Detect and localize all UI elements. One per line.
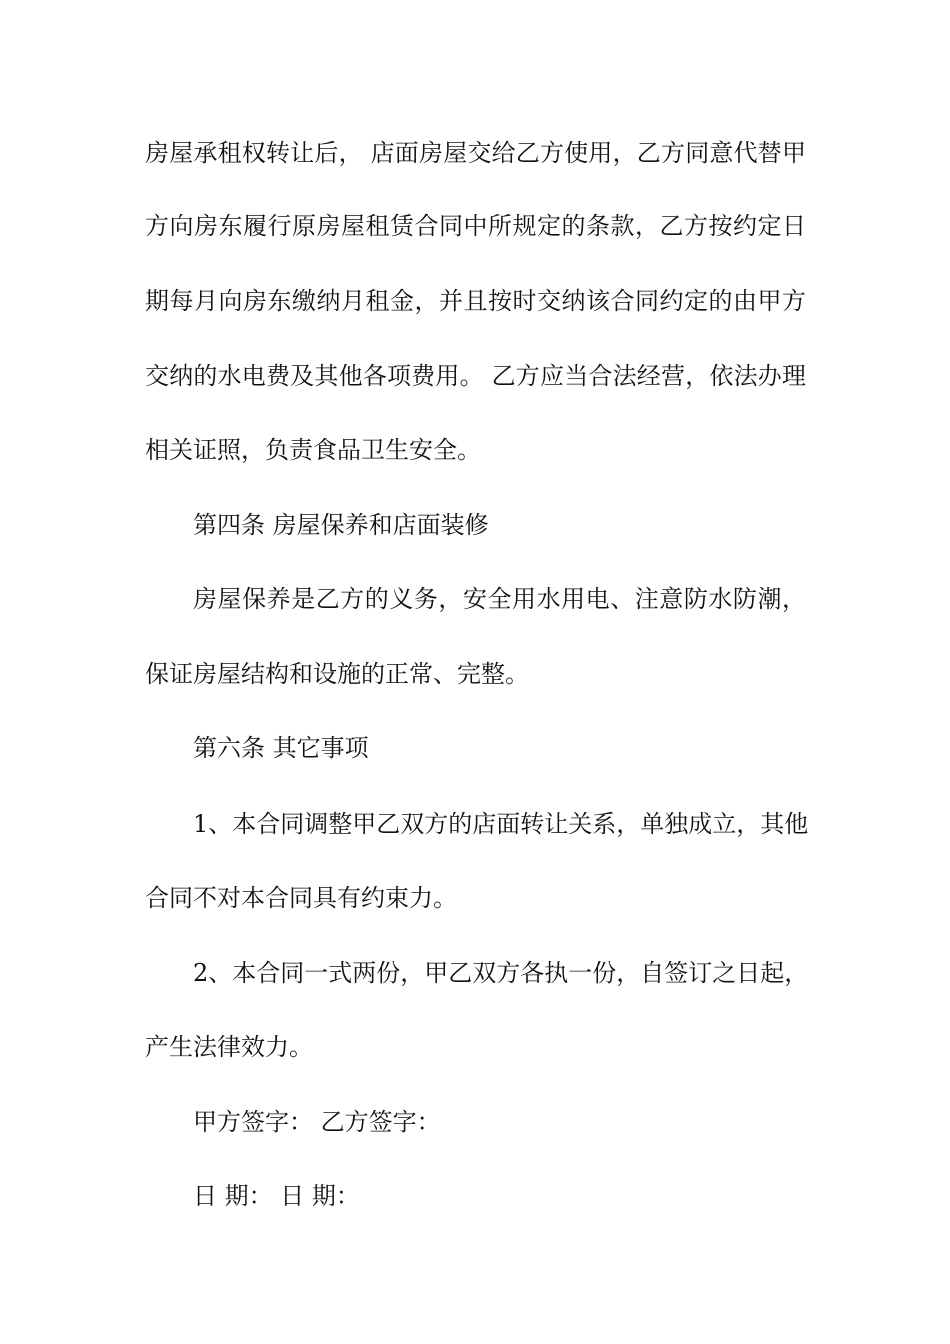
paragraph-line: 房屋承租权转让后， 店面房屋交给乙方使用，乙方同意代替甲 [145, 139, 806, 167]
paragraph-line: 2、本合同一式两份，甲乙双方各执一份，自签订之日起， [193, 959, 809, 987]
paragraph-line: 保证房屋结构和设施的正常、完整。 [145, 660, 529, 688]
date-line: 日 期： 日 期： [193, 1182, 360, 1210]
paragraph-line: 相关证照，负责食品卫生安全。 [145, 436, 481, 464]
paragraph-line: 房屋保养是乙方的义务，安全用水用电、注意防水防潮， [193, 585, 806, 613]
paragraph-line: 1、本合同调整甲乙双方的店面转让关系，单独成立，其他 [193, 810, 809, 838]
paragraph-line: 合同不对本合同具有约束力。 [145, 884, 457, 912]
paragraph-line: 期每月向房东缴纳月租金，并且按时交纳该合同约定的由甲方 [145, 287, 806, 315]
paragraph-line: 方向房东履行原房屋租赁合同中所规定的条款，乙方按约定日 [145, 212, 806, 240]
signature-line: 甲方签字： 乙方签字： [193, 1108, 441, 1136]
paragraph-line: 产生法律效力。 [145, 1033, 313, 1061]
paragraph-line: 交纳的水电费及其他各项费用。 乙方应当合法经营，依法办理 [145, 362, 806, 390]
section-heading: 第四条 房屋保养和店面装修 [193, 511, 489, 539]
section-heading: 第六条 其它事项 [193, 734, 369, 762]
